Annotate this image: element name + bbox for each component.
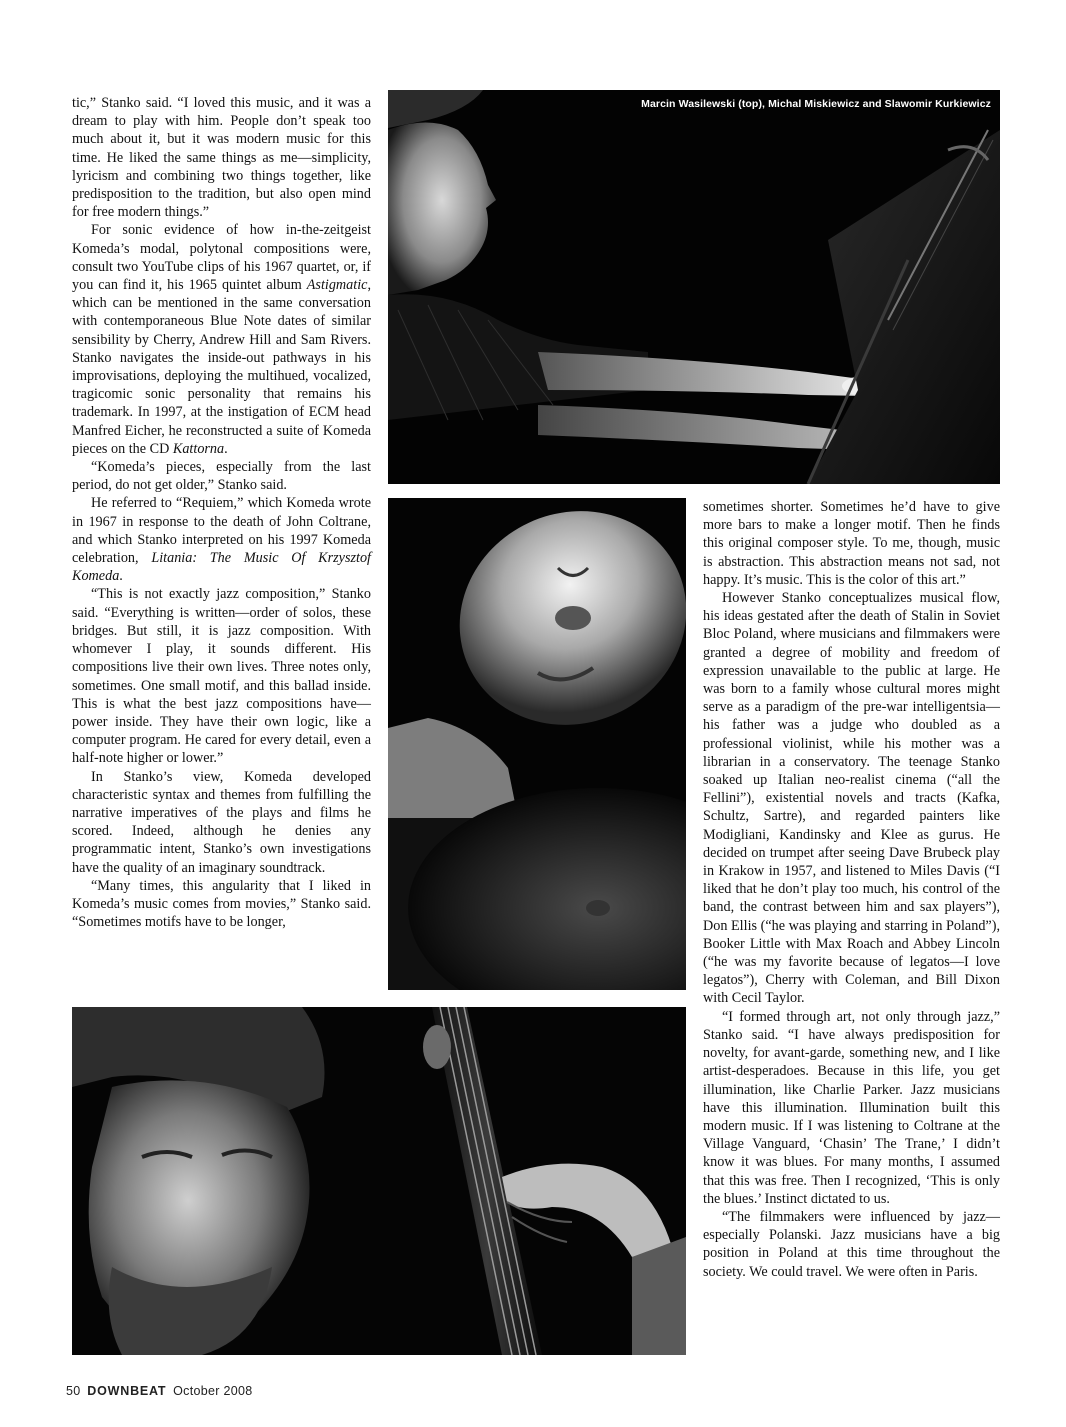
pianist-image (388, 90, 1000, 484)
photo-caption: Marcin Wasilewski (top), Michal Miskiewicz and Slawomir Kurkiewicz (641, 98, 991, 110)
album-title: Astigmatic (306, 277, 368, 294)
paragraph: “The filmmakers were influenced by jazz—especially Polanski. Jazz musicians have a big position in Poland at this time throughout the society. We could travel. We were often in Paris. (703, 1208, 1000, 1280)
paragraph: “This is not exactly jazz composition,” Stanko said. “Everything is written—order of solos, these bridges. But still, it is jazz composition. With whomever I play, it sounds different. His compositions live their own lives. Three notes only, sometimes. One small motif, and this ballad inside. This is what the best jazz compositions have—power inside. They have their own logic, like a computer program. He cared for every detail, even a half-note higher or lower.” (72, 586, 371, 767)
bassist-image (72, 1007, 686, 1355)
paragraph: He referred to “Requiem,” which Komeda wrote in 1967 in response to the death of John Coltrane, and which Stanko interpreted on his 1997 Komeda celebration, Litania: The Music Of Krzysztof Komeda. (72, 495, 372, 585)
photo-drummer (388, 498, 686, 990)
page-footer (66, 1384, 256, 1398)
paragraph: “Many times, this angularity that I liked in Komeda’s music comes from movies,” Stanko said. “Sometimes motifs have to be longer, (72, 877, 371, 931)
paragraph: In Stanko’s view, Komeda developed characteristic syntax and themes from fulfilling the narrative imperatives of the plays and films he scored. Indeed, although he denies any programmatic intent, Stanko’s own investigations have the quality of an imaginary soundtrack. (72, 768, 371, 876)
paragraph: For sonic evidence of how in-the-zeitgeist Komeda’s modal, polytonal compositions were, consult two YouTube clips of his 1967 quartet, or, if you can find it, his 1965 quintet album Astigmatic, which can be mentioned in the same conversation with contemporaneous Blue Note dates of similar sensibility by Cherry, Andrew Hill and Sam Rivers. Stanko navigates the inside-out pathways in his improvisations, deploying the multihued, vocalized, tragicomic sonic personality that remains his trademark. In 1997, at the instigation of ECM head Manfred Eicher, he reconstructed a suite of Komeda pieces on the CD Kattorna. (72, 222, 371, 457)
album-title: Litania: The Music Of Krzysztof Komeda (72, 550, 372, 585)
paragraph: “Komeda’s pieces, especially from the last period, do not get older,” Stanko said. (72, 459, 371, 494)
paragraph: However Stanko conceptualizes musical flow, his ideas gestated after the death of Stalin in Soviet Bloc Poland, where musicians and filmmakers were granted a degree of mobility and freedom of expression unavailable to the public at large. He was born to a family whose cultural mores might serve as a paradigm of the pre-war intelligentsia—his father was a judge who doubled as a professional violinist, while his mother was a librarian in a conservatory. The teenage Stanko soaked up Italian neo-realist cinema (“all the Fellini”), existential novels and tracts (Kafka, Schultz, Sartre), and regarded painters like Modigliani, Kandinsky and Klee as gurus. He decided on trumpet after seeing Dave Brubeck play in Krakow in 1957, and listened to Miles Davis (“I liked that he don’t play too much, his control of the band, the contrast between him and sax players”), Don Ellis (“he was playing and starring in Poland”), Booker Little with Max Roach and Abbey Lincoln (“he was my favorite because of legatos—I love legatos”), Cherry with Coleman, and Bill Dixon with Cecil Taylor. (703, 590, 1000, 1007)
issue-date: October 2008 (173, 1384, 253, 1398)
paragraph: tic,” Stanko said. “I loved this music, and it was a dream to play with him. People don’t speak too much about it, but it was modern music for this time. He liked the same things as me—simplicity, lyricism and combining two things together, like predisposition to the tradition, but also open mind for free modern things.” (72, 95, 371, 221)
drummer-image (388, 498, 686, 990)
left-text-column (72, 94, 371, 931)
right-text-column (703, 498, 1000, 1281)
photo-pianist (388, 90, 1000, 484)
page-number: 50 (66, 1384, 81, 1398)
magazine-name: DOWNBEAT (87, 1384, 167, 1398)
paragraph: sometimes shorter. Sometimes he’d have to give more bars to make a longer motif. Then he finds this original composer style. To me, though, music is abstraction. This abstraction means not sad, not happy. It’s music. This is the color of this art.” (703, 499, 1000, 588)
paragraph: “I formed through art, not only through jazz,” Stanko said. “I have always predisposition for novelty, for avant-garde, something new, and I like artist-desperadoes. Because in this life, you get illumination, like Charlie Parker. Jazz musicians have this illumination. Illumination built this modern music. If I was listening to Coltrane at the Village Vanguard, ‘Chasin’ The Trane,’ I didn’t know it was blues. For many months, I assumed that this was free. Then I recognized, ‘This is only the blues.’ Instinct dictated to us. (703, 1008, 1000, 1207)
photo-bassist (72, 1007, 686, 1355)
album-title: Kattorna (172, 440, 225, 457)
